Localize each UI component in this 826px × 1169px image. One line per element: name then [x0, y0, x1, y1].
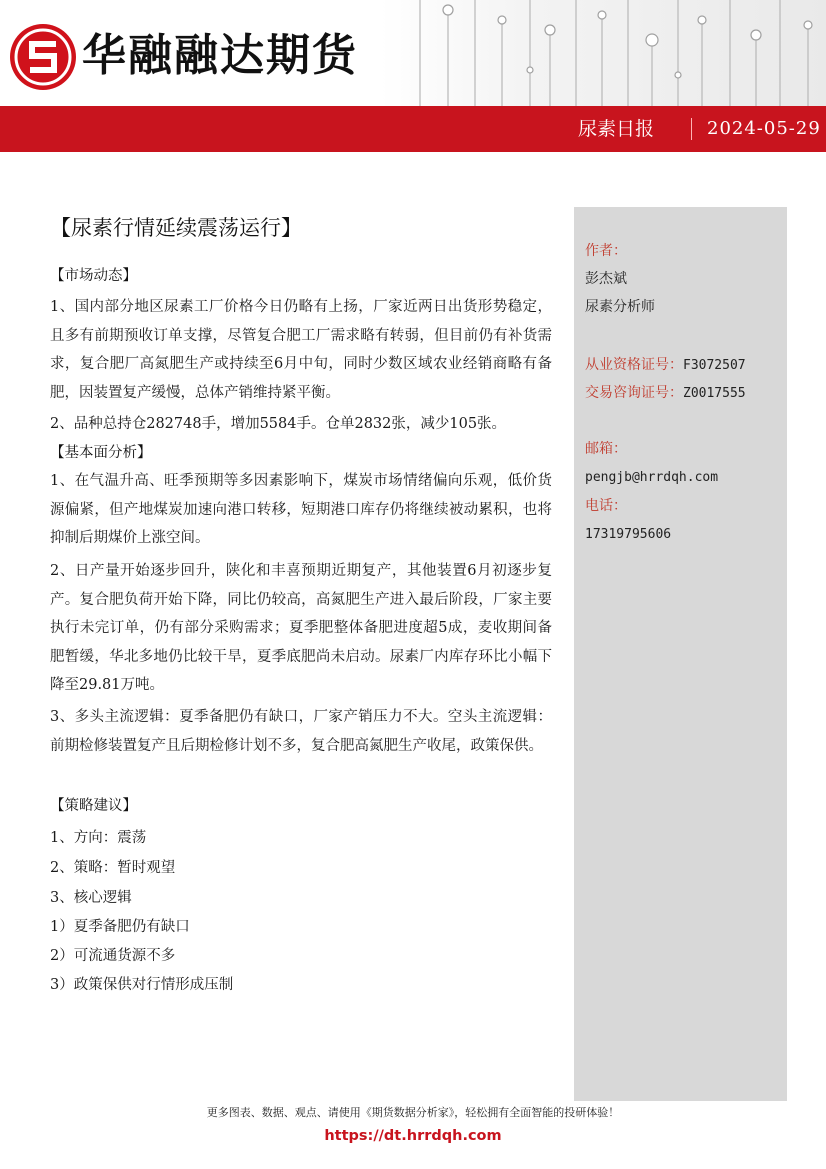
strategy-item: 1、方向：震荡 [50, 830, 147, 846]
strategy-item: 2、策略：暂时观望 [50, 860, 176, 876]
license-label: 从业资格证号： [585, 357, 683, 373]
footer-link[interactable]: https://dt.hrrdqh.com [324, 1128, 502, 1144]
author-title: 尿素分析师 [585, 299, 655, 315]
report-date: 2024-05-29 [707, 118, 821, 139]
brand-name: 华融融达期货 [82, 30, 358, 81]
strategy-item: 3、核心逻辑 [50, 890, 132, 906]
consult-value: Z0017555 [683, 386, 746, 401]
report-type: 尿素日报 [578, 118, 655, 140]
fundamental-paragraph-3: 3、多头主流逻辑：夏季备肥仍有缺口，厂家产销压力不大。空头主流逻辑：前期检修装置复产且后期检修计划不多，复合肥高氮肥生产收尾，政策保供。 [50, 709, 552, 754]
strategy-item: 2）可流通货源不多 [50, 948, 176, 964]
report-title: 【尿素行情延续震荡运行】 [50, 216, 302, 240]
strategy-item: 1）夏季备肥仍有缺口 [50, 919, 190, 935]
market-paragraph-1: 1、国内部分地区尿素工厂价格今日仍略有上扬，厂家近两日出货形势稳定，且多有前期预收订单支撑，尽管复合肥工厂需求略有转弱，但目前仍有补货需求，复合肥厂高氮肥生产或持续至6月中旬，同时少数区域农业经销商略有备肥，因装置复产缓慢，总体产销维持紧平衡。 [50, 299, 552, 401]
consult-row [585, 382, 746, 405]
email-value[interactable]: pengjb@hrrdqh.com [585, 470, 719, 485]
market-paragraph-2: 2、品种总持仓282748手，增加5584手。仓单2832张，减少105张。 [50, 416, 507, 432]
section-heading-market: 【市场动态】 [50, 268, 137, 284]
fundamental-paragraph-1: 1、在气温升高、旺季预期等多因素影响下，煤炭市场情绪偏向乐观，低价货源偏紧，但产地煤炭加速向港口转移，短期港口库存仍将继续被动累积，也将抑制后期煤价上涨空间。 [50, 473, 552, 546]
header-divider [691, 118, 692, 140]
author-label: 作者： [585, 243, 627, 259]
author-name: 彭杰斌 [585, 271, 627, 287]
phone-label: 电话： [585, 498, 627, 514]
author-sidebar [574, 207, 787, 1101]
phone-value: 17319795606 [585, 527, 672, 542]
section-heading-strategy: 【策略建议】 [50, 798, 137, 814]
consult-label: 交易咨询证号： [585, 385, 683, 401]
license-value: F3072507 [683, 358, 746, 373]
footer-note: 更多图表、数据、观点、请使用《期货数据分析家》，轻松拥有全面智能的投研体验！ [206, 1106, 620, 1119]
company-logo-icon [8, 22, 78, 92]
fundamental-paragraph-2: 2、日产量开始逐步回升，陕化和丰喜预期近期复产，其他装置6月初逐步复产。复合肥负荷开始下降，同比仍较高，高氮肥生产进入最后阶段，厂家主要执行未完订单，仍有部分采购需求；夏季肥整体备肥进度超5成，麦收期间备肥暂缓，华北多地仍比较干旱，夏季底肥尚未启动。尿素厂内库存环比小幅下降至29.81万吨。 [50, 563, 552, 693]
license-row [585, 354, 746, 377]
header-red-bar [0, 106, 826, 152]
report-header [0, 0, 826, 152]
section-heading-fundamental: 【基本面分析】 [50, 445, 152, 461]
header-decoration [380, 0, 826, 106]
strategy-item: 3）政策保供对行情形成压制 [50, 977, 234, 993]
email-label: 邮箱： [585, 441, 627, 457]
